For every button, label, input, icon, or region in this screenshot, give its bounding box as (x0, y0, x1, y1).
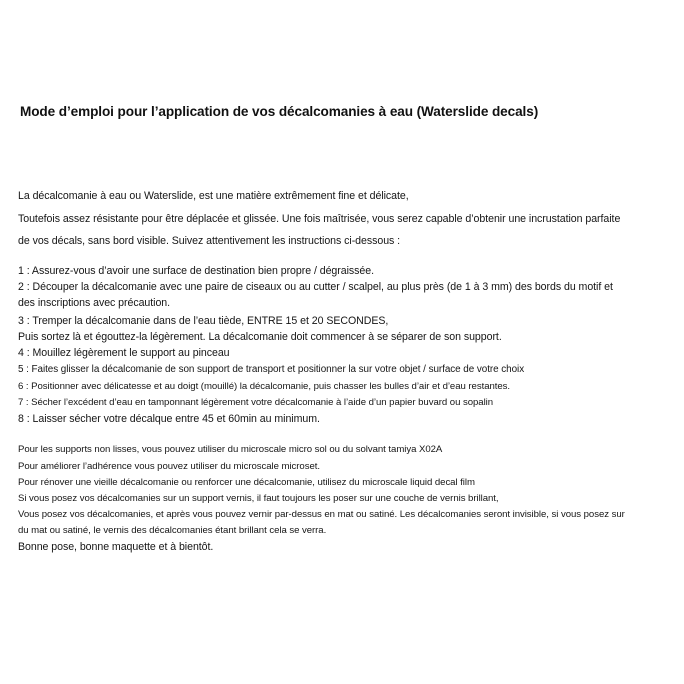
intro-line: de vos décals, sans bord visible. Suivez attentivement les instructions ci-dessous : (18, 235, 401, 247)
step-5: 5 : Faites glisser la décalcomanie de son support de transport et positionner la sur votre objet / surface de votre choix (18, 364, 525, 375)
step-8: 8 : Laisser sécher votre décalque entre 45 et 60min au minimum. (18, 413, 320, 425)
note-line: Pour rénover une vieille décalcomanie ou renforcer une décalcomanie, utilisez du microscale liquid decal film (18, 477, 475, 488)
intro-line: La décalcomanie à eau ou Waterslide, est une matière extrêmement fine et délicate, (18, 190, 409, 202)
step-7: 7 : Sécher l’excédent d’eau en tamponnant légèrement votre décalcomanie à l’aide d’un papier buvard ou sopalin (18, 397, 494, 408)
step-4: 4 : Mouillez légèrement le support au pinceau (18, 347, 230, 359)
step-3: 3 : Tremper la décalcomanie dans de l’eau tiède, ENTRE 15 et 20 SECONDES, (18, 315, 389, 327)
step-2-continued: des inscriptions avec précaution. (18, 297, 171, 309)
note-line: Pour les supports non lisses, vous pouvez utiliser du microscale micro sol ou du solvant tamiya X02A (18, 444, 443, 455)
note-line: du mat ou satiné, le vernis des décalcomanies étant brillant cela se verra. (18, 525, 327, 536)
intro-line: Toutefois assez résistante pour être déplacée et glissée. Une fois maîtrisée, vous serez capable d’obtenir une incrustation parfaite (18, 213, 621, 225)
note-line: Si vous posez vos décalcomanies sur un support vernis, il faut toujours les poser sur une couche de vernis brillant, (18, 493, 499, 504)
step-6: 6 : Positionner avec délicatesse et au doigt (mouillé) la décalcomanie, puis chasser les bulles d’air et d’eau restantes. (18, 381, 511, 392)
document-title: Mode d’emploi pour l’application de vos décalcomanies à eau (Waterslide decals) (20, 104, 539, 119)
step-1: 1 : Assurez-vous d’avoir une surface de destination bien propre / dégraissée. (18, 265, 374, 277)
closing-line: Bonne pose, bonne maquette et à bientôt. (18, 541, 214, 553)
note-line: Pour améliorer l’adhérence vous pouvez utiliser du microscale microset. (18, 461, 320, 472)
step-3-continued: Puis sortez là et égouttez-la légèrement. La décalcomanie doit commencer à se séparer de son support. (18, 331, 502, 343)
note-line: Vous posez vos décalcomanies, et après vous pouvez vernir par-dessus en mat ou satiné. Les décalcomanies seront invisible, si vous posez sur (18, 509, 625, 520)
step-2: 2 : Découper la décalcomanie avec une paire de ciseaux ou au cutter / scalpel, au plus près (de 1 à 3 mm) des bords du motif et (18, 281, 613, 293)
